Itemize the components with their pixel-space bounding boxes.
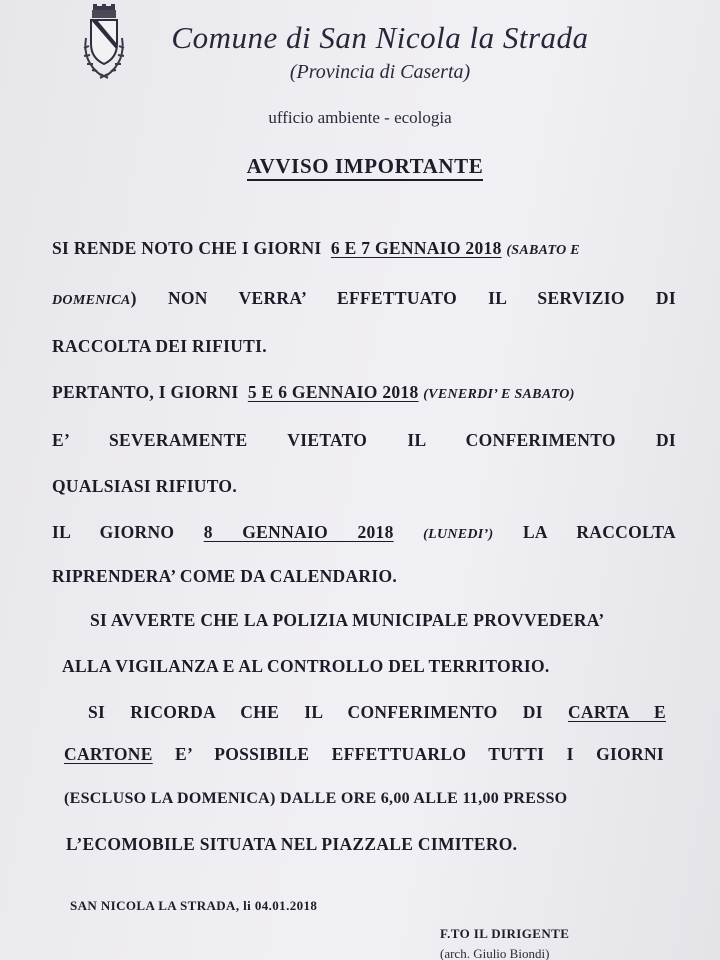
text-line-6: QUALSIASI RIFIUTO. [52,476,237,496]
municipality-name: Comune di San Nicola la Strada [171,20,589,55]
signer-title: F.TO IL DIRIGENTE [440,926,570,941]
text-line-3: RACCOLTA DEI RIFIUTI. [52,336,267,356]
municipal-crest-icon [80,4,128,84]
office-name: ufficio ambiente - ecologia [268,108,452,127]
text-line-1: SI RENDE NOTO CHE I GIORNI 6 E 7 GENNAIO 2018 (SABATO E [52,238,580,258]
text-line-8: RIPRENDERA’ COME DA CALENDARIO. [52,566,398,586]
text-line-9: SI AVVERTE CHE LA POLIZIA MUNICIPALE PROVVEDERA’ [90,610,605,630]
text-line-10: ALLA VIGILANZA E AL CONTROLLO DEL TERRITORIO. [62,656,550,676]
text-line-14: L’ECOMOBILE SITUATA NEL PIAZZALE CIMITERO. [66,834,518,854]
text-line-4: PERTANTO, I GIORNI 5 E 6 GENNAIO 2018 (VENERDI’ E SABATO) [52,382,575,402]
text-line-5: E’ SEVERAMENTE VIETATO IL CONFERIMENTO DI [52,430,676,450]
text-line-12: CARTONE E’ POSSIBILE EFFETTUARLO TUTTI I GIORNI [64,744,664,764]
province-name: (Provincia di Caserta) [289,61,471,83]
place-and-date: SAN NICOLA LA STRADA, li 04.01.2018 [70,898,318,913]
text-line-2: DOMENICA) NON VERRA’ EFFETTUATO IL SERVIZIO DI [52,288,676,308]
notice-title: AVVISO IMPORTANTE [0,154,720,179]
header-block [140,18,620,84]
text-line-11: SI RICORDA CHE IL CONFERIMENTO DI CARTA E [88,702,666,722]
text-line-7: IL GIORNO 8 GENNAIO 2018 (LUNEDI’) LA RACCOLTA [52,522,676,542]
text-line-13: (ESCLUSO LA DOMENICA) DALLE ORE 6,00 ALLE 11,00 PRESSO [64,790,568,807]
signer-name: (arch. Giulio Biondi) [440,946,550,960]
